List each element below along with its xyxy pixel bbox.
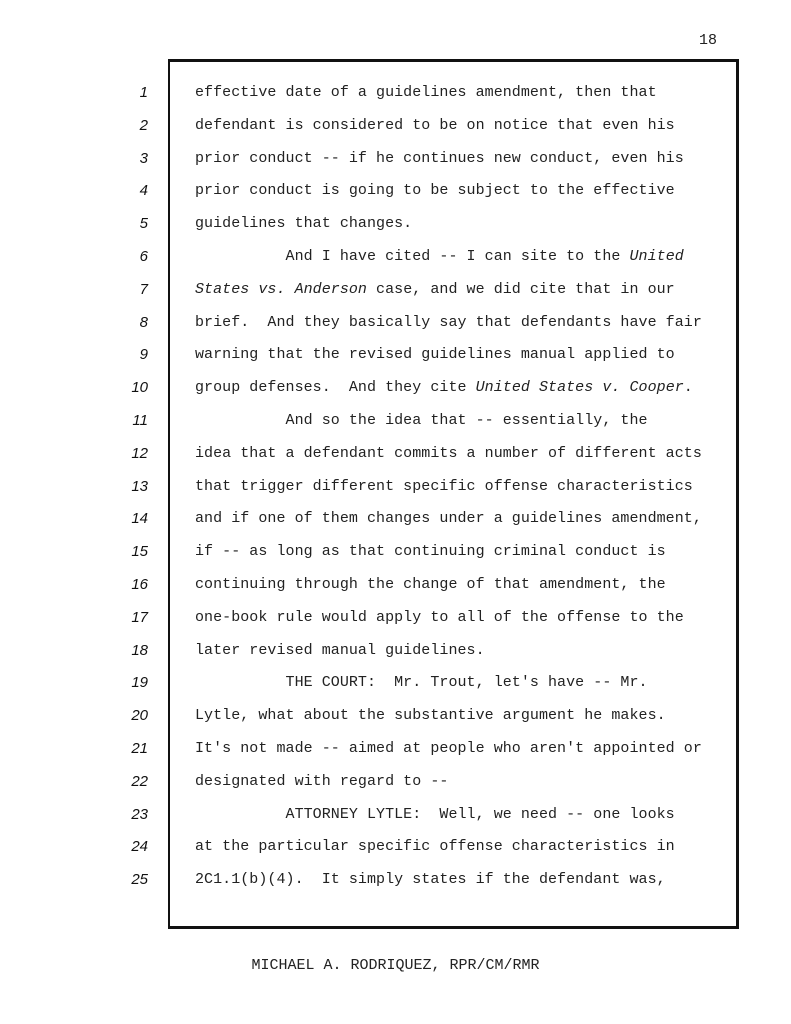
- line-number: 21: [131, 740, 148, 757]
- line-segment: It's not made -- aimed at people who aren't appointed or: [195, 740, 702, 757]
- line-number: 15: [131, 543, 148, 560]
- line-number: 13: [131, 478, 148, 495]
- line-segment: prior conduct is going to be subject to the effective: [195, 182, 675, 199]
- line-number: 20: [131, 707, 148, 724]
- transcript-line: [195, 181, 730, 201]
- italic-citation: United: [629, 248, 684, 265]
- line-number: 18: [131, 642, 148, 659]
- line-segment: designated with regard to --: [195, 773, 449, 790]
- transcript-line: [195, 837, 730, 857]
- transcript-line: [195, 444, 730, 464]
- line-number: 10: [131, 379, 148, 396]
- page-number: 18: [698, 32, 717, 49]
- transcript-line: [195, 116, 730, 136]
- transcript-line: [195, 280, 730, 300]
- line-segment: group defenses. And they cite: [195, 379, 476, 396]
- line-segment: And I have cited -- I can site to the: [195, 248, 630, 265]
- line-segment: THE COURT: Mr. Trout, let's have -- Mr.: [195, 674, 648, 691]
- line-number: 5: [139, 215, 148, 232]
- transcript-line: [195, 313, 730, 333]
- line-number: 12: [131, 445, 148, 462]
- line-segment: continuing through the change of that amendment, the: [195, 576, 666, 593]
- line-segment: and if one of them changes under a guidelines amendment,: [195, 510, 702, 527]
- transcript-line: [195, 608, 730, 628]
- line-number: 17: [131, 609, 148, 626]
- line-segment: later revised manual guidelines.: [195, 642, 485, 659]
- transcript-line: [195, 477, 730, 497]
- line-segment: defendant is considered to be on notice that even his: [195, 117, 675, 134]
- transcript-line: [195, 805, 730, 825]
- line-number: 7: [139, 281, 148, 298]
- line-number: 8: [139, 314, 148, 331]
- transcript-line: [195, 247, 730, 267]
- transcript-line: [195, 509, 730, 529]
- transcript-line: [195, 83, 730, 103]
- line-number: 19: [131, 674, 148, 691]
- line-segment: brief. And they basically say that defendants have fair: [195, 314, 702, 331]
- transcript-line: [195, 149, 730, 169]
- line-number: 3: [139, 150, 148, 167]
- transcript-line: [195, 870, 730, 890]
- line-segment: 2C1.1(b)(4). It simply states if the defendant was,: [195, 871, 666, 888]
- line-segment: effective date of a guidelines amendment, then that: [195, 84, 657, 101]
- transcript-line: [195, 214, 730, 234]
- line-segment: idea that a defendant commits a number of different acts: [195, 445, 702, 462]
- line-number: 4: [139, 182, 148, 199]
- transcript-line: [195, 739, 730, 759]
- transcript-line: [195, 378, 730, 398]
- line-number: 6: [139, 248, 148, 265]
- line-number: 1: [139, 84, 148, 101]
- transcript-line: [195, 706, 730, 726]
- line-segment: one-book rule would apply to all of the offense to the: [195, 609, 684, 626]
- line-segment: case, and we did cite that in our: [366, 281, 675, 298]
- line-segment: guidelines that changes.: [195, 215, 413, 232]
- line-number: 25: [131, 871, 148, 888]
- line-number: 14: [131, 510, 148, 527]
- line-number: 16: [131, 576, 148, 593]
- line-number: 2: [139, 117, 148, 134]
- line-number: 24: [131, 838, 148, 855]
- italic-citation: United States v. Cooper: [475, 379, 684, 396]
- line-number: 11: [132, 412, 148, 429]
- line-number: 9: [139, 346, 148, 363]
- line-segment: prior conduct -- if he continues new conduct, even his: [195, 150, 684, 167]
- line-segment: that trigger different specific offense characteristics: [195, 478, 693, 495]
- line-segment: Lytle, what about the substantive argument he makes.: [195, 707, 666, 724]
- line-segment: if -- as long as that continuing criminal conduct is: [195, 543, 666, 560]
- line-segment: .: [683, 379, 693, 396]
- line-number: 22: [131, 773, 148, 790]
- line-segment: And so the idea that -- essentially, the: [195, 412, 648, 429]
- transcript-line: [195, 772, 730, 792]
- line-segment: at the particular specific offense characteristics in: [195, 838, 675, 855]
- line-segment: ATTORNEY LYTLE: Well, we need -- one looks: [195, 806, 675, 823]
- transcript-line: [195, 673, 730, 693]
- transcript-line: [195, 641, 730, 661]
- transcript-line: [195, 345, 730, 365]
- reporter-footer: MICHAEL A. RODRIQUEZ, RPR/CM/RMR: [251, 957, 540, 974]
- transcript-line: [195, 542, 730, 562]
- transcript-line: [195, 575, 730, 595]
- line-number: 23: [131, 806, 148, 823]
- transcript-line: [195, 411, 730, 431]
- line-segment: warning that the revised guidelines manual applied to: [195, 346, 675, 363]
- italic-citation: States vs. Anderson: [195, 281, 367, 298]
